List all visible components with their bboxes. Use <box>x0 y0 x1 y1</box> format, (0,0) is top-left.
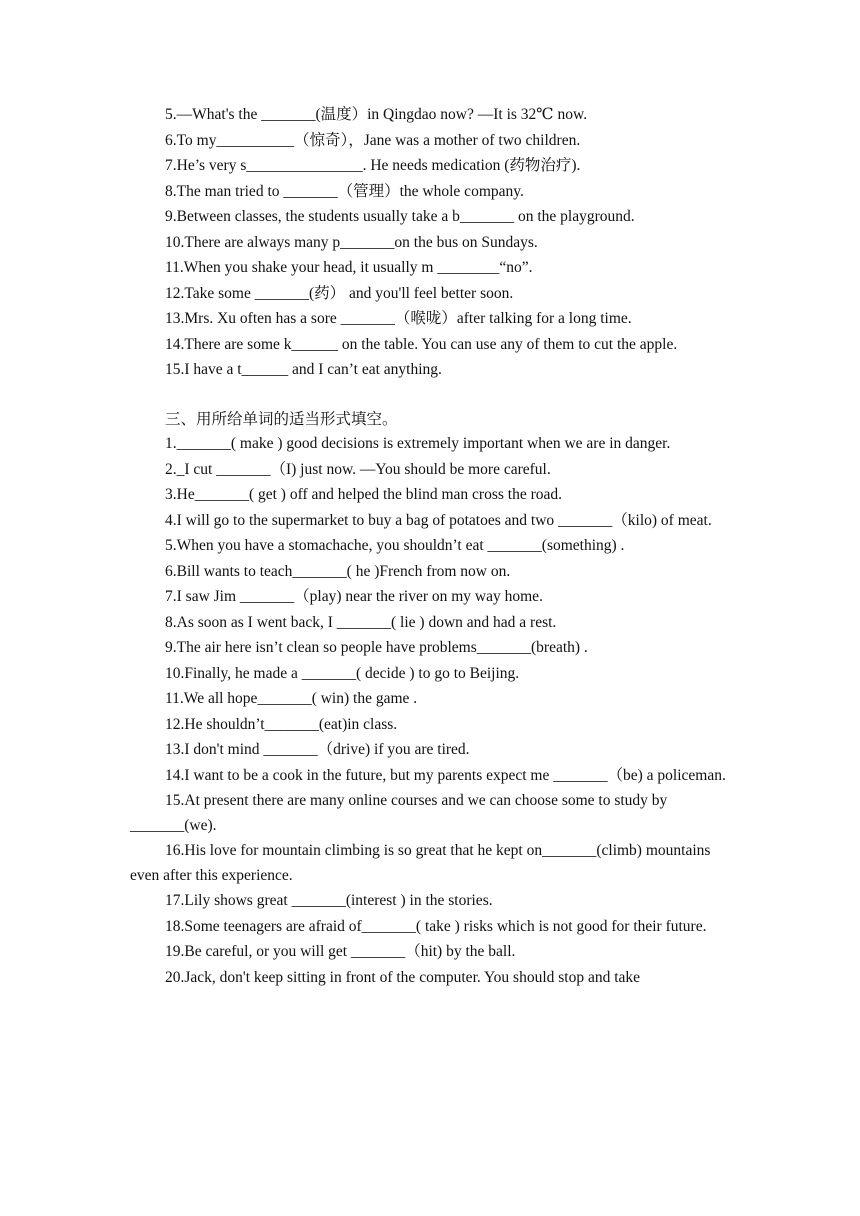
list-item: 6.Bill wants to teach_______( he )French from now on. <box>165 562 511 580</box>
list-item: 5.—What's the _______(温度）in Qingdao now? —It is 32℃ now. <box>165 106 588 123</box>
list-item: 7.He’s very s_______________. He needs medication (药物治疗). <box>165 157 581 174</box>
list-item: 16.His love for mountain climbing is so great that he kept on_______(climb) mountains even after this experience. <box>130 842 711 884</box>
list-item: 8.As soon as I went back, I _______( lie ) down and had a rest. <box>165 613 557 631</box>
section3-heading: 三、用所给单词的适当形式填空。 <box>165 410 398 428</box>
list-item: 1._______( make ) good decisions is extremely important when we are in danger. <box>165 435 671 452</box>
list-item: 9.Between classes, the students usually take a b_______ on the playground. <box>165 208 635 225</box>
list-item: 18.Some teenagers are afraid of_______( take ) risks which is not good for their future. <box>165 917 707 935</box>
list-item: 10.There are always many p_______on the bus on Sundays. <box>165 233 538 251</box>
list-item: 12.He shouldn’t_______(eat)in class. <box>165 715 398 733</box>
list-item: 14.There are some k______ on the table. You can use any of them to cut the apple. <box>165 335 678 353</box>
list-item: 11.We all hope_______( win) the game . <box>165 690 418 707</box>
list-item: 6.To my__________（惊奇），Jane was a mother of two children. <box>165 131 581 149</box>
list-item: 12.Take some _______(药） and you'll feel better soon. <box>165 284 514 302</box>
section2-list <box>130 103 740 383</box>
list-item: 13.Mrs. Xu often has a sore _______（喉咙）after talking for a long time. <box>165 310 632 327</box>
section-gap <box>130 384 740 408</box>
list-item: 4.I will go to the supermarket to buy a bag of potatoes and two _______（kilo) of meat. <box>165 511 712 529</box>
list-item: 10.Finally, he made a _______( decide ) to go to Beijing. <box>165 664 520 682</box>
list-item: 20.Jack, don't keep sitting in front of the computer. You should stop and take <box>165 968 641 986</box>
list-item: 7.I saw Jim _______（play) near the river on my way home. <box>165 588 543 605</box>
list-item: 15.I have a t______ and I can’t eat anything. <box>165 361 442 378</box>
list-item: 14.I want to be a cook in the future, but my parents expect me _______（be) a policeman. <box>165 766 726 784</box>
list-item: 13.I don't mind _______（drive) if you are tired. <box>165 741 470 758</box>
section3-list <box>130 432 740 990</box>
list-item: 11.When you shake your head, it usually m ________“no”. <box>165 259 533 276</box>
list-item: 9.The air here isn’t clean so people have problems_______(breath) . <box>165 639 588 656</box>
list-item: 17.Lily shows great _______(interest ) in the stories. <box>165 892 493 909</box>
list-item: 3.He_______( get ) off and helped the blind man cross the road. <box>165 486 563 503</box>
list-item: 2._I cut _______（I) just now. —You should be more careful. <box>165 460 551 478</box>
list-item: 5.When you have a stomachache, you shouldn’t eat _______(something) . <box>165 537 625 554</box>
worksheet-page <box>130 103 740 991</box>
list-item: 8.The man tried to _______（管理）the whole company. <box>165 182 524 200</box>
list-item: 19.Be careful, or you will get _______（hit) by the ball. <box>165 943 516 960</box>
list-item: 15.At present there are many online courses and we can choose some to study by _______(we). <box>130 792 668 834</box>
